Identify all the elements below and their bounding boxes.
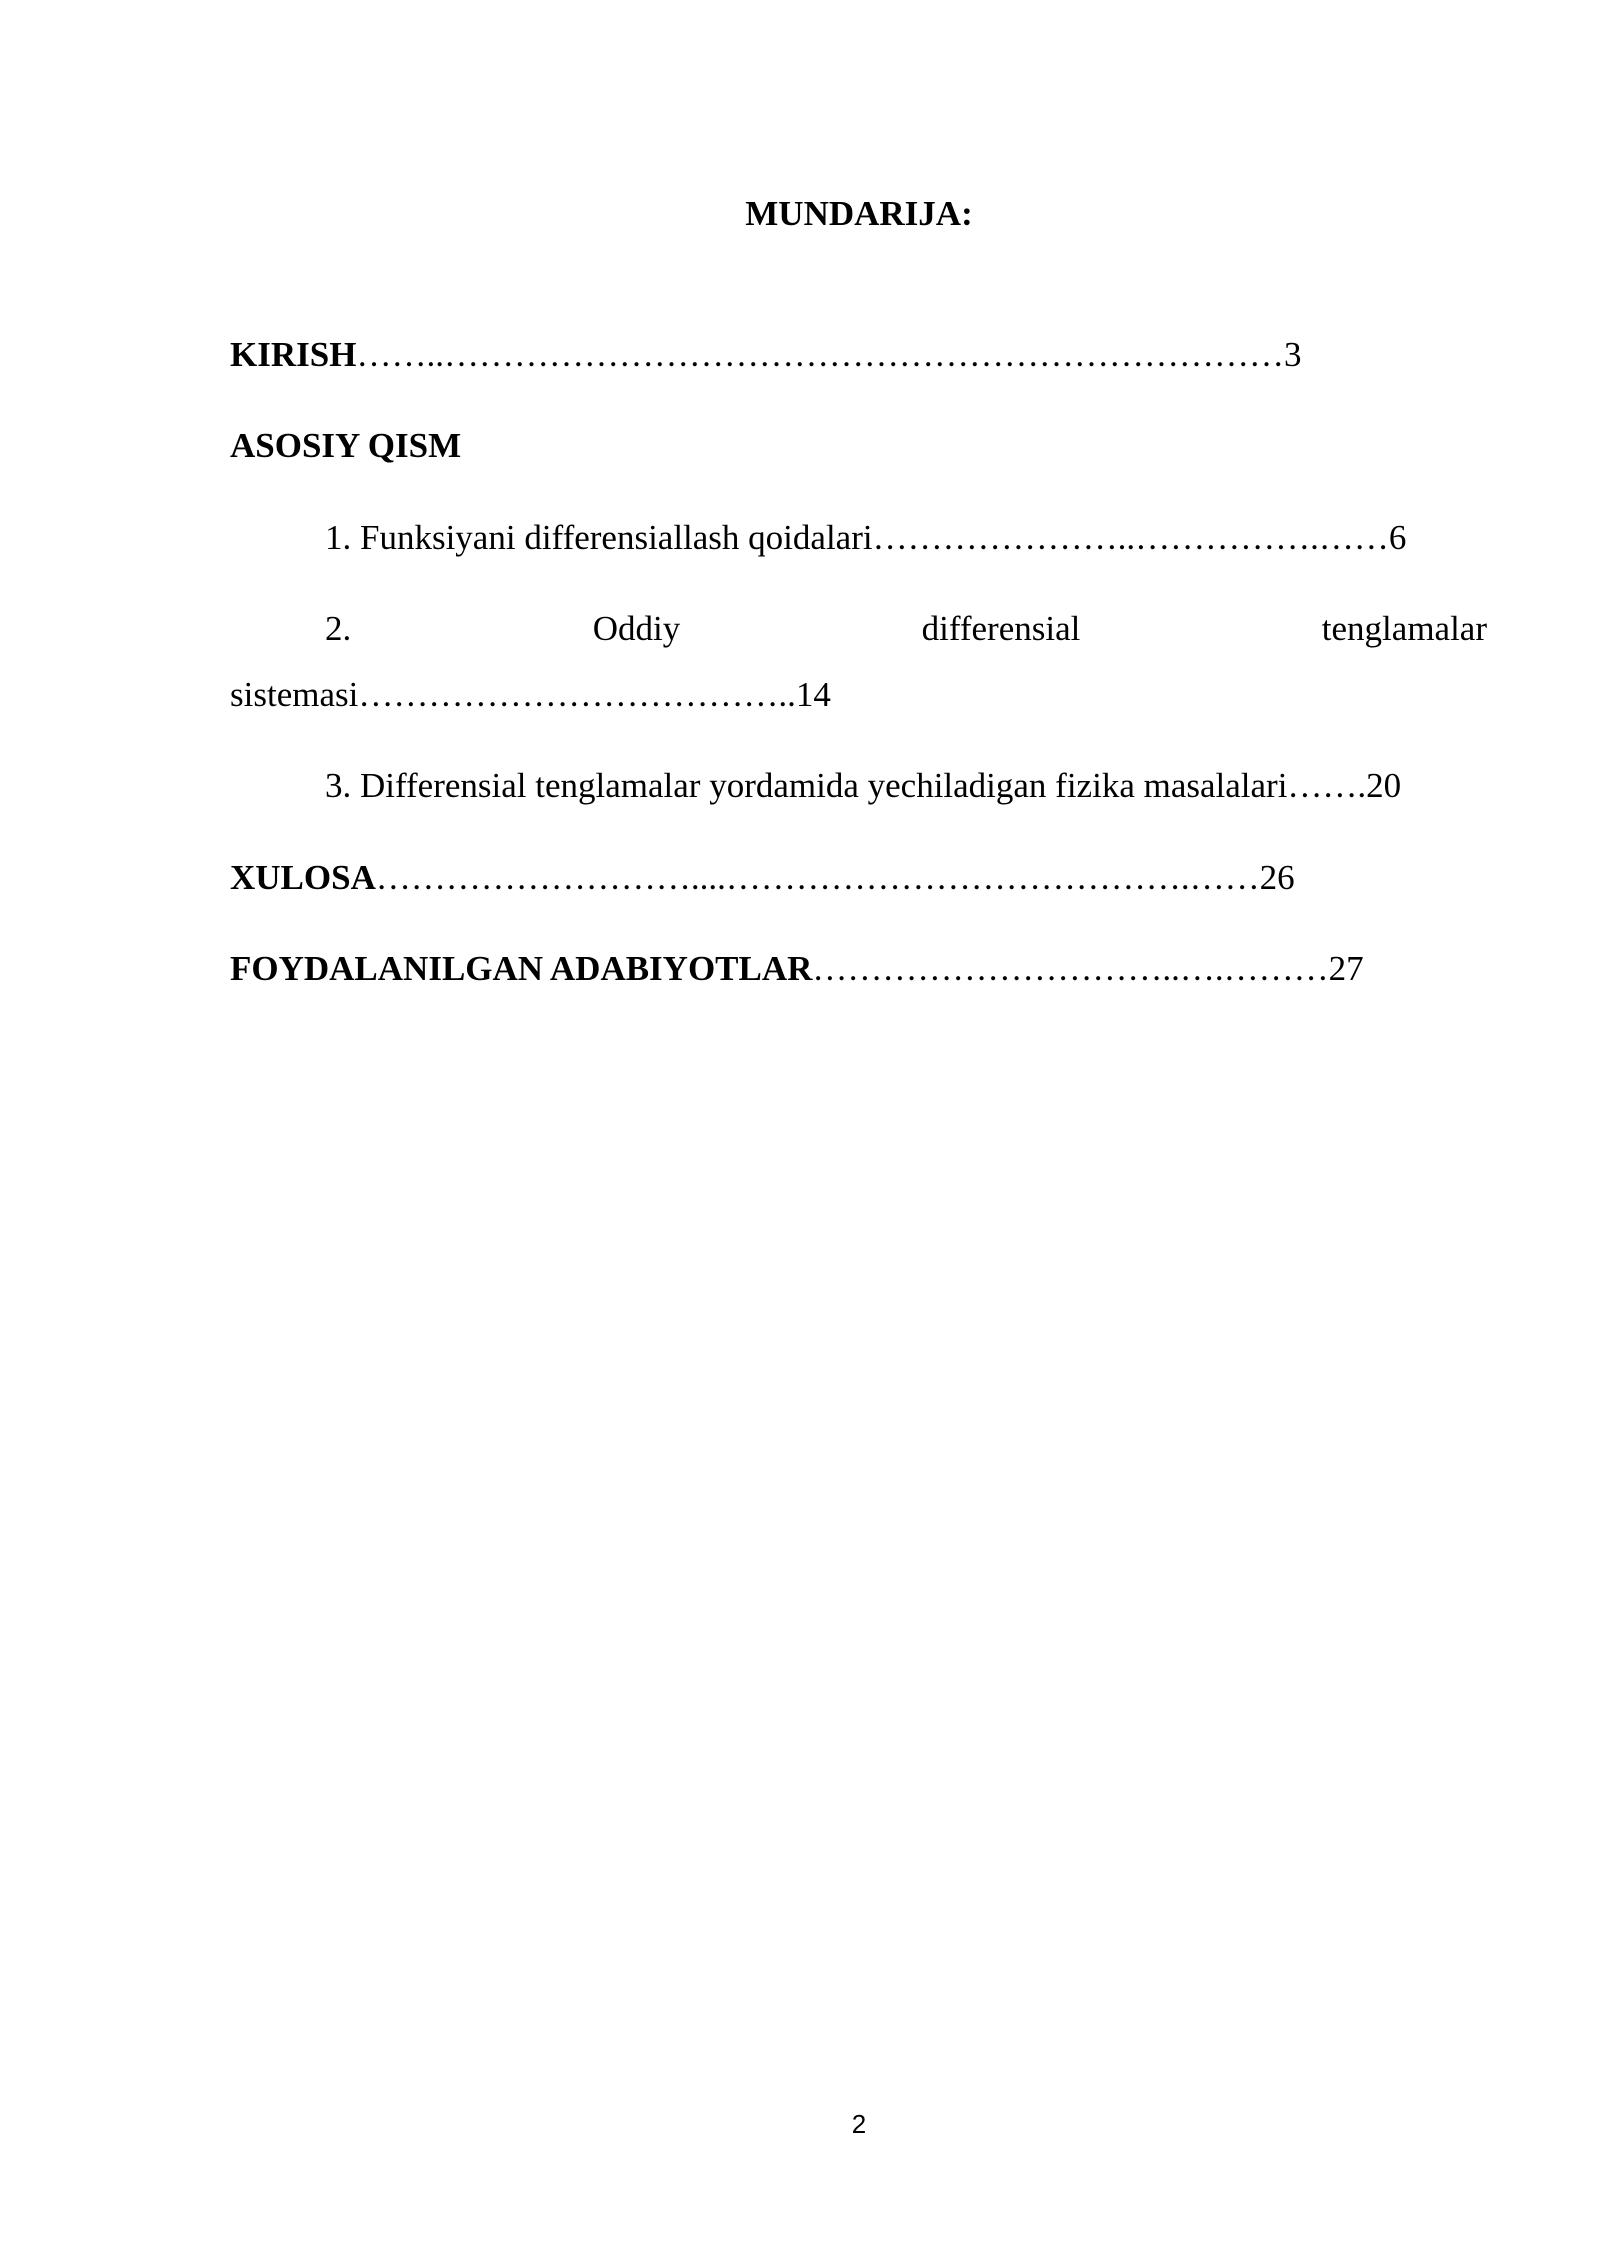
- toc-page-number: 14: [795, 675, 831, 714]
- toc-entry-label: XULOSA: [230, 858, 376, 897]
- toc-leader-dots: ……..………………………………………………………………: [356, 335, 1284, 374]
- toc-entry-word: 2.: [325, 609, 352, 648]
- toc-entry-1: [325, 516, 1406, 560]
- toc-entry-label: FOYDALANILGAN ADABIYOTLAR: [230, 949, 813, 988]
- toc-entry-kirish: [230, 333, 1301, 377]
- toc-entry-xulosa: [230, 856, 1295, 900]
- toc-entry-label: KIRISH: [230, 335, 357, 374]
- toc-entry-text: 1. Funksiyani differensiallash qoidalari…………………..…………….……: [325, 518, 1389, 557]
- toc-entry-word: differensial: [921, 609, 1081, 648]
- toc-entry-text: sistemasi………………………………..: [230, 675, 796, 714]
- toc-page-number: 3: [1283, 335, 1302, 374]
- toc-page-number: 6: [1388, 518, 1407, 557]
- page-number: 2: [851, 2109, 867, 2139]
- toc-entry-text: 3. Differensial tenglamalar yordamida yechiladigan fizika masalalari…….: [325, 766, 1367, 805]
- page-title: MUNDARIJA:: [745, 194, 973, 233]
- toc-leader-dots: …………………………..….………: [812, 949, 1329, 988]
- toc-entry-word: tenglamalar: [1321, 609, 1487, 648]
- toc-entry-foydalanilgan-adabiyotlar: [230, 947, 1364, 991]
- toc-entry-2-second-line: [230, 673, 831, 717]
- toc-leader-dots: ………………………....………………………………….……: [375, 858, 1260, 897]
- toc-page-number: 27: [1328, 949, 1364, 988]
- toc-entry-word: Oddiy: [592, 609, 681, 648]
- toc-page-number: 20: [1366, 766, 1402, 805]
- toc-entry-2-first-line: [325, 607, 1487, 651]
- toc-entry-3: [325, 764, 1401, 808]
- toc-section-heading: ASOSIY QISM: [230, 426, 462, 465]
- toc-page-number: 26: [1259, 858, 1295, 897]
